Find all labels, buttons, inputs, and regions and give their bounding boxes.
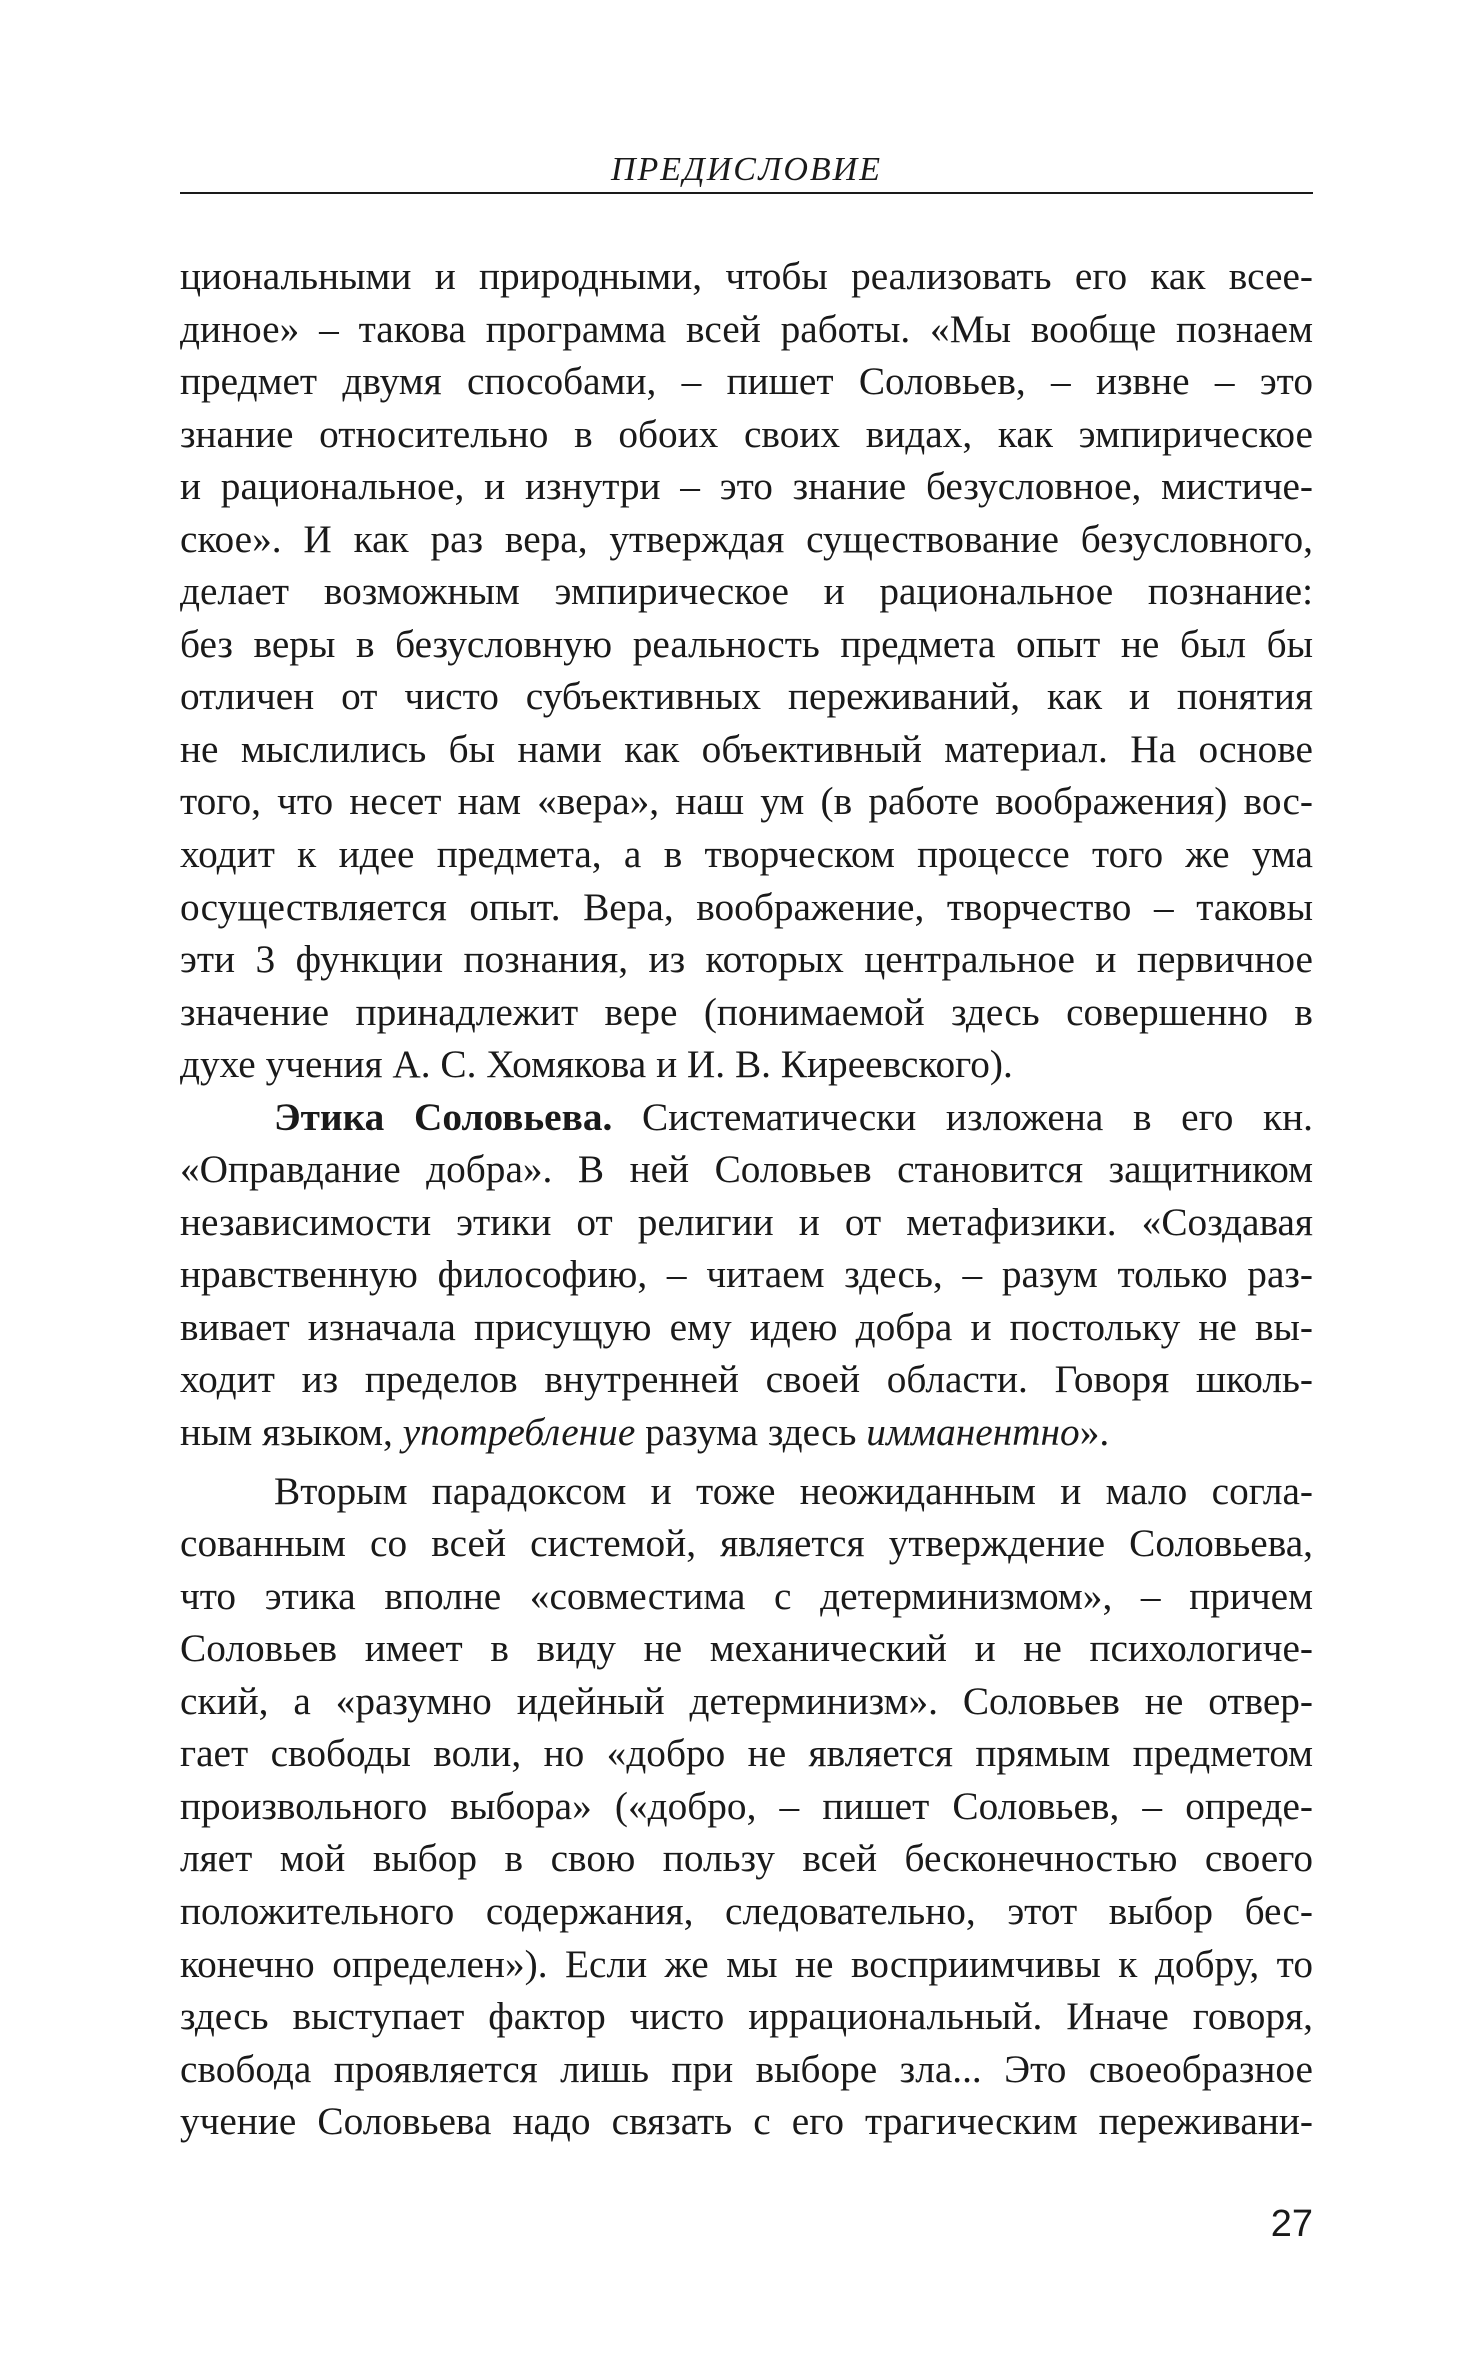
text-run: разума здесь <box>635 1410 867 1455</box>
text-line: диное» – такова программа всей работы. «Мы вообще познаем <box>180 306 1313 351</box>
text-line: здесь выступает фактор чисто иррациональный. Иначе говоря, <box>180 1994 1313 2039</box>
text-line: значение принадлежит вере (понимаемой здесь совершенно в <box>180 989 1313 1034</box>
text-line: без веры в безусловную реальность предмета опыт не был бы <box>180 621 1313 666</box>
text-line <box>180 1091 1313 1144</box>
text-line: ский, а «разумно идейный детерминизм». Соловьев не отвер- <box>180 1678 1313 1723</box>
text-line: нравственную философию, – читаем здесь, – разум только раз- <box>180 1252 1313 1297</box>
text-line: независимости этики от религии и от метафизики. «Создавая <box>180 1199 1313 1244</box>
text-line: того, что несет нам «вера», наш ум (в работе воображения) вос- <box>180 779 1313 824</box>
paragraph-1 <box>180 250 1313 1091</box>
text-line: циональными и природными, чтобы реализовать его как всее- <box>180 254 1313 298</box>
paragraph-3 <box>180 1465 1313 2148</box>
text-line: духе учения А. С. Хомякова и И. В. Киреевского). <box>180 1042 1013 1087</box>
text-line <box>180 1406 1313 1459</box>
text-line: учение Соловьева надо связать с его трагическим переживани- <box>180 2099 1313 2144</box>
text-run: ным языком, <box>180 1410 403 1455</box>
text-line: конечно определен»). Если же мы не восприимчивы к добру, то <box>180 1941 1313 1986</box>
text-line: Соловьев имеет в виду не механический и не психологиче- <box>180 1626 1313 1671</box>
text-line: и рациональное, и изнутри – это знание безусловное, мистиче- <box>180 464 1313 509</box>
text-line: знание относительно в обоих своих видах, как эмпирическое <box>180 411 1313 456</box>
page-body <box>180 250 1313 2148</box>
text-run: ». <box>1079 1410 1110 1455</box>
text-line: ское». И как раз вера, утверждая существование безусловного, <box>180 516 1313 561</box>
paragraph-2 <box>180 1091 1313 1459</box>
text-line: сованным со всей системой, является утверждение Соловьева, <box>180 1521 1313 1566</box>
italic-term: употребление <box>402 1410 636 1455</box>
text-line: эти 3 функции познания, из которых центральное и первичное <box>180 937 1313 982</box>
text-line: осуществляется опыт. Вера, воображение, творчество – таковы <box>180 884 1313 929</box>
heading-line-rest: Систематически изложена в его кн. <box>612 1094 1313 1139</box>
text-line: «Оправдание добра». В ней Соловьев становится защитником <box>180 1147 1313 1192</box>
text-line: отличен от чисто субъективных переживаний, как и понятия <box>180 674 1313 719</box>
text-line: ходит к идее предмета, а в творческом процессе того же ума <box>180 832 1313 877</box>
page-number: 27 <box>1270 2203 1313 2245</box>
italic-term: имманентно <box>866 1410 1080 1455</box>
text-line: Вторым парадоксом и тоже неожиданным и мало согла- <box>274 1468 1313 1513</box>
text-line: произвольного выбора» («добро, – пишет Соловьев, – опреде- <box>180 1783 1313 1828</box>
text-line: ляет мой выбор в свою пользу всей бесконечностью своего <box>180 1836 1313 1881</box>
text-line: положительного содержания, следовательно, этот выбор бес- <box>180 1888 1313 1933</box>
text-line: что этика вполне «совместима с детерминизмом», – причем <box>180 1573 1313 1618</box>
text-line: делает возможным эмпирическое и рациональное познание: <box>180 569 1313 614</box>
section-heading: Этика Соловьева. <box>274 1094 613 1139</box>
text-line: гает свободы воли, но «добро не является прямым предметом <box>180 1731 1313 1776</box>
text-line: не мыслились бы нами как объективный материал. На основе <box>180 726 1313 771</box>
running-header: ПРЕДИСЛОВИЕ <box>610 151 883 188</box>
text-line: свобода проявляется лишь при выборе зла... Это своеобразное <box>180 2046 1313 2091</box>
text-line: вивает изначала присущую ему идею добра и постольку не вы- <box>180 1304 1313 1349</box>
text-line: предмет двумя способами, – пишет Соловьев, – извне – это <box>180 359 1313 404</box>
header-rule <box>180 192 1313 194</box>
text-line: ходит из пределов внутренней своей области. Говоря школь- <box>180 1357 1313 1402</box>
